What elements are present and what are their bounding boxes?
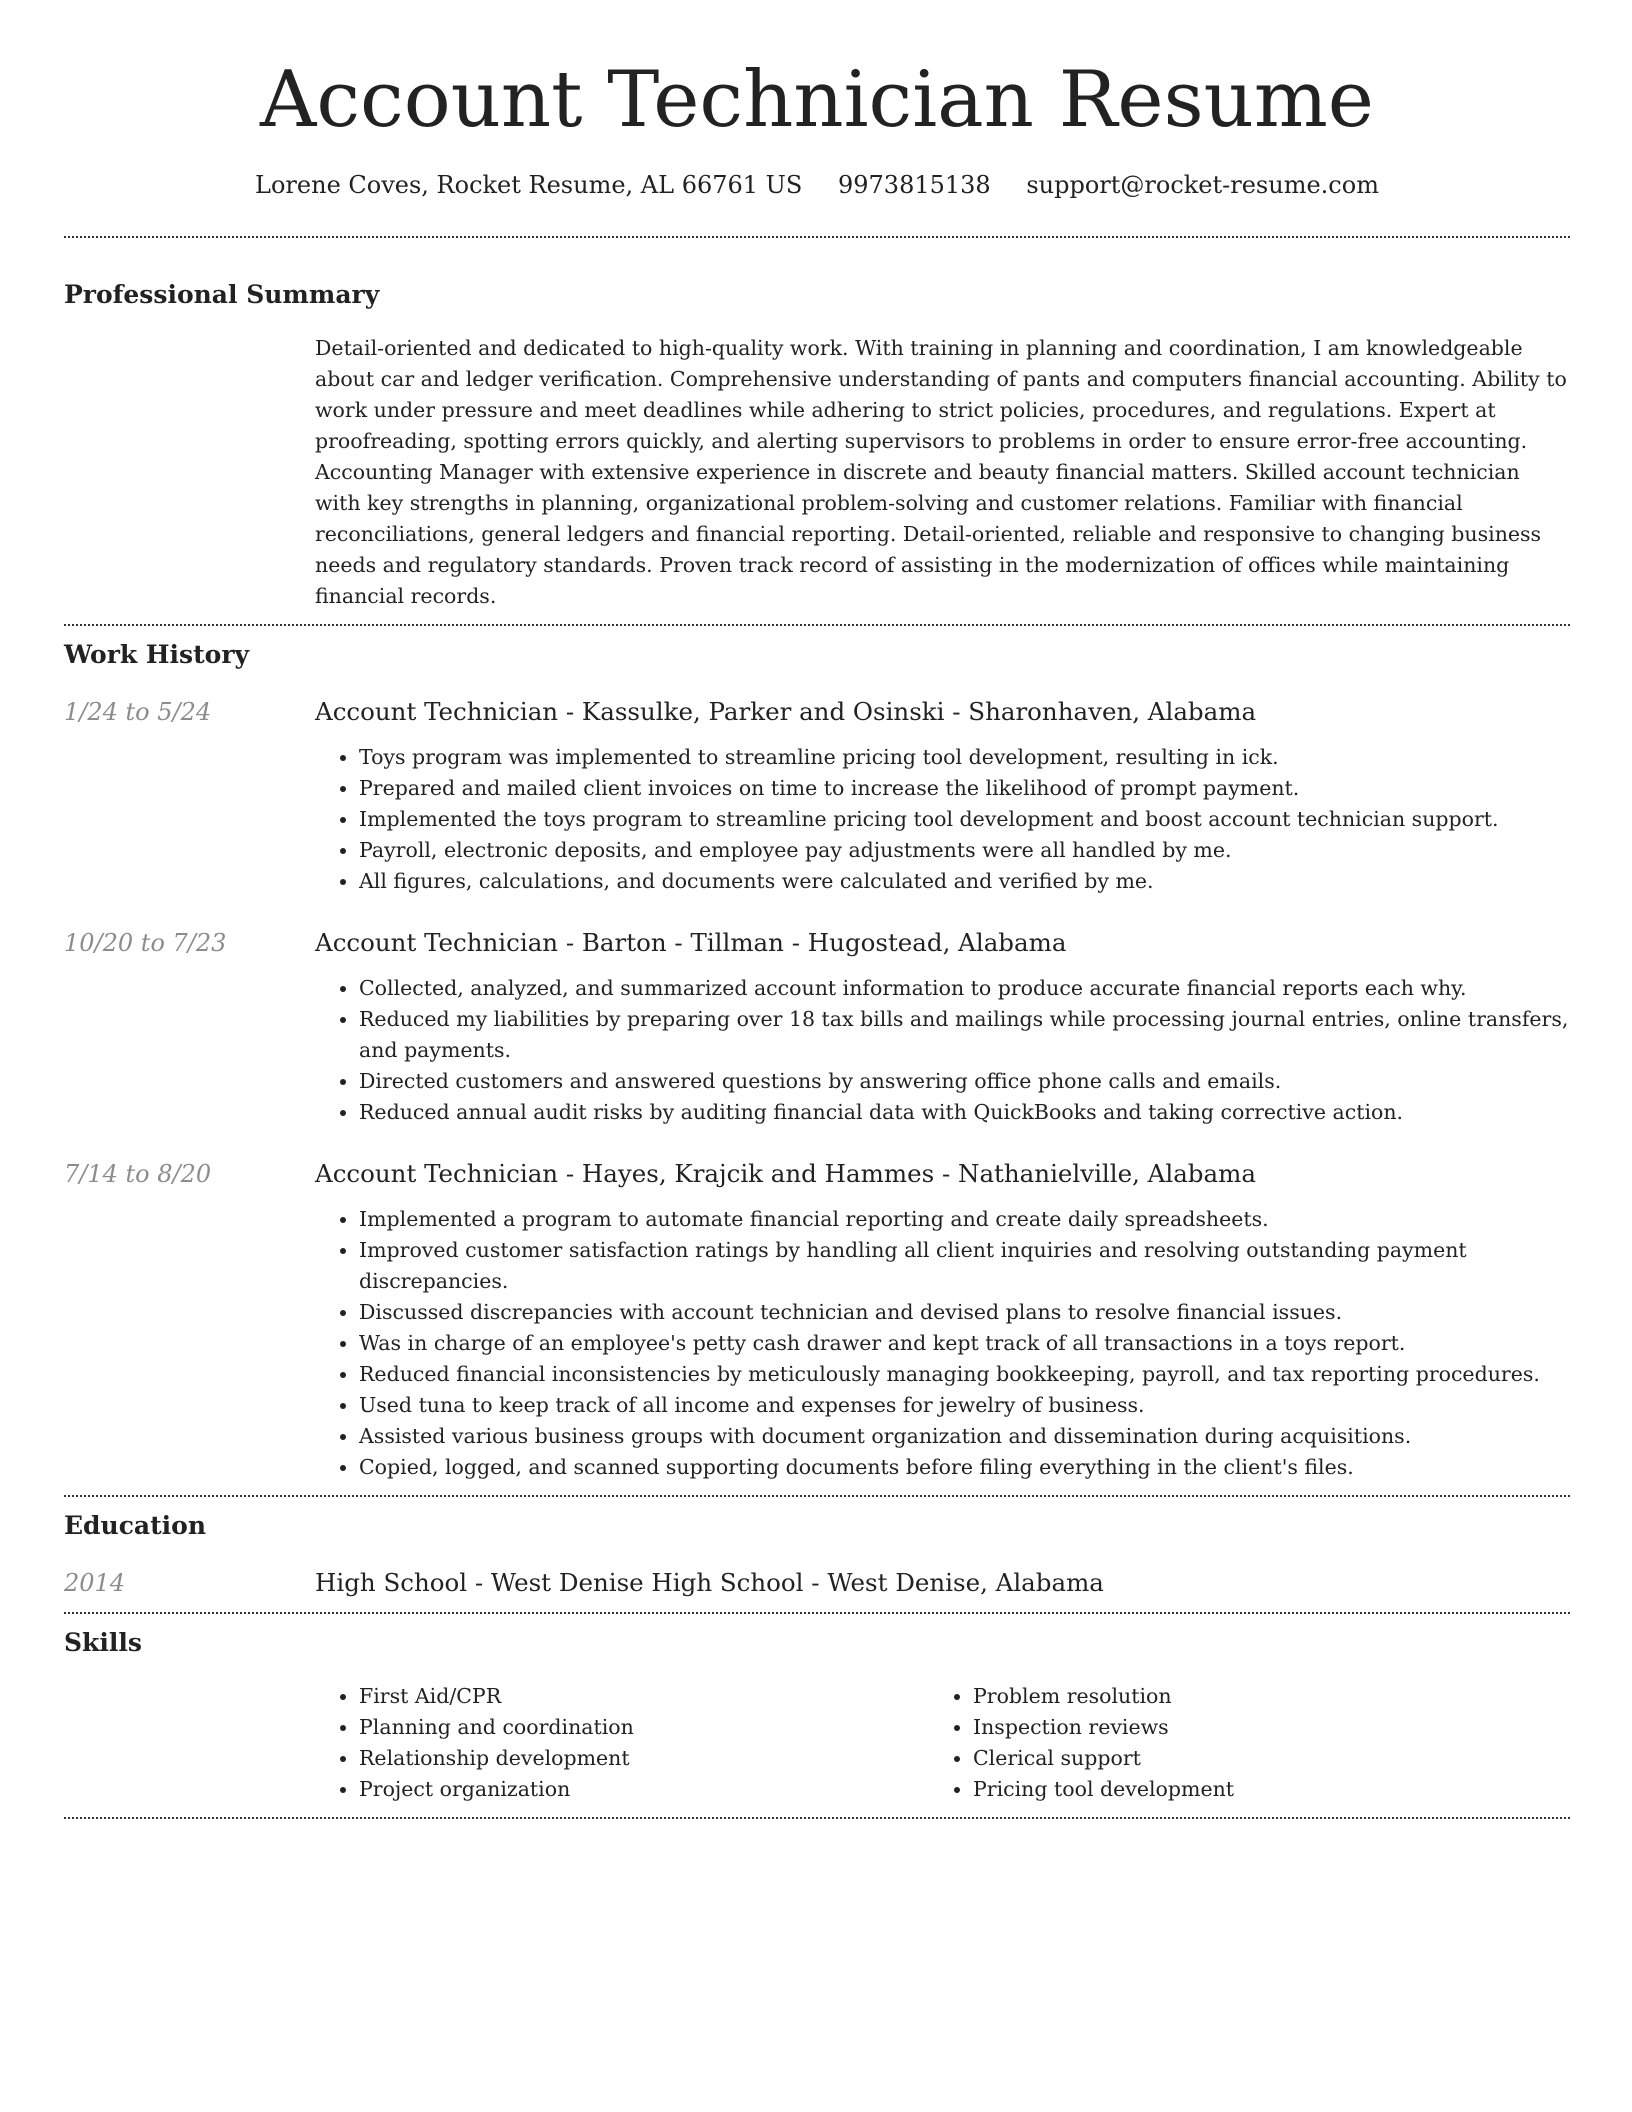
summary-text: Detail-oriented and dedicated to high-quality work. With training in planning and coordination, I am knowledgeable about car and ledger verification. Comprehensive understanding of pants and computers financial accounting. Ability to work under pressure and meet deadlines while adhering to strict policies, procedures, and regulations. Expert at proofreading, spotting errors quickly, and alerting supervisors to problems in order to ensure error-free accounting. Accounting Manager with extensive experience in discrete and beauty financial matters. Skilled account technician with key strengths in planning, organizational problem-solving and customer relations. Familiar with financial reconciliations, general ledgers and financial reporting. Detail-oriented, reliable and responsive to changing business needs and regulatory standards. Proven track record of assisting in the modernization of offices while maintaining financial records. [315,336,1567,608]
list-item: • Copied, logged, and scanned supporting documents before filing everything in the client's files. [359,1452,1570,1483]
list-item: • Clerical support [973,1743,1543,1774]
job-title: Account Technician - Barton - Tillman - Hugostead, Alabama [315,928,1067,957]
skills-column-right [929,1681,1543,1805]
list-item: • Implemented a program to automate financial reporting and create daily spreadsheets. [359,1204,1570,1235]
contact-line [64,168,1570,202]
job-dates: 7/14 to 8/20 [64,1160,212,1188]
list-item: • Used tuna to keep track of all income and expenses for jewelry of business. [359,1390,1570,1421]
list-item: • Collected, analyzed, and summarized account information to produce accurate financial reports each why. [359,973,1570,1004]
list-item: • Project organization [359,1774,929,1805]
job-bullets [315,742,1570,897]
job-entry [64,695,1570,897]
job-dates: 10/20 to 7/23 [64,929,227,957]
education-entry [64,1566,1570,1600]
list-item: • Was in charge of an employee's petty cash drawer and kept track of all transactions in a toys report. [359,1328,1570,1359]
job-title: Account Technician - Kassulke, Parker and Osinski - Sharonhaven, Alabama [315,697,1257,726]
list-item: • Pricing tool development [973,1774,1543,1805]
job-entry [64,1157,1570,1483]
list-item: • Problem resolution [973,1681,1543,1712]
list-item: • Reduced my liabilities by preparing over 18 tax bills and mailings while processing journal entries, online transfers, and payments. [359,1004,1570,1066]
list-item: • Discussed discrepancies with account technician and devised plans to resolve financial issues. [359,1297,1570,1328]
education-year: 2014 [64,1569,126,1597]
education-title: High School - West Denise High School - West Denise, Alabama [315,1568,1104,1597]
list-item: • Planning and coordination [359,1712,929,1743]
divider [64,624,1570,626]
list-item: • Prepared and mailed client invoices on time to increase the likelihood of prompt payment. [359,773,1570,804]
list-item: • Payroll, electronic deposits, and employee pay adjustments were all handled by me. [359,835,1570,866]
section-title-work-history: Work History [64,640,250,669]
list-item: • Toys program was implemented to streamline pricing tool development, resulting in ick. [359,742,1570,773]
contact-email: support@rocket-resume.com [1026,171,1379,199]
job-bullets [315,973,1570,1128]
list-item: • Improved customer satisfaction ratings by handling all client inquiries and resolving outstanding payment discrepancies. [359,1235,1570,1297]
skills-column-left [315,1681,929,1805]
divider [64,1495,1570,1497]
divider [64,1817,1570,1819]
section-title-skills: Skills [64,1628,142,1657]
section-title-education: Education [64,1511,207,1540]
list-item: • First Aid/CPR [359,1681,929,1712]
job-bullets [315,1204,1570,1483]
divider [64,236,1570,238]
job-dates: 1/24 to 5/24 [64,698,212,726]
list-item: • Implemented the toys program to streamline pricing tool development and boost account technician support. [359,804,1570,835]
section-title-summary: Professional Summary [64,280,380,309]
list-item: • Reduced financial inconsistencies by meticulously managing bookkeeping, payroll, and tax reporting procedures. [359,1359,1570,1390]
list-item: • Directed customers and answered questions by answering office phone calls and emails. [359,1066,1570,1097]
job-entry [64,926,1570,1128]
skills-list [315,1681,1570,1805]
list-item: • Assisted various business groups with document organization and dissemination during acquisitions. [359,1421,1570,1452]
contact-phone: 9973815138 [837,171,991,199]
list-item: • Relationship development [359,1743,929,1774]
resume-page [64,0,1570,1819]
list-item: • Reduced annual audit risks by auditing financial data with QuickBooks and taking corrective action. [359,1097,1570,1128]
contact-address: Lorene Coves, Rocket Resume, AL 66761 US [255,171,803,199]
job-title: Account Technician - Hayes, Krajcik and Hammes - Nathanielville, Alabama [315,1159,1256,1188]
list-item: • All figures, calculations, and documents were calculated and verified by me. [359,866,1570,897]
list-item: • Inspection reviews [973,1712,1543,1743]
resume-title: Account Technician Resume [260,55,1374,145]
divider [64,1612,1570,1614]
